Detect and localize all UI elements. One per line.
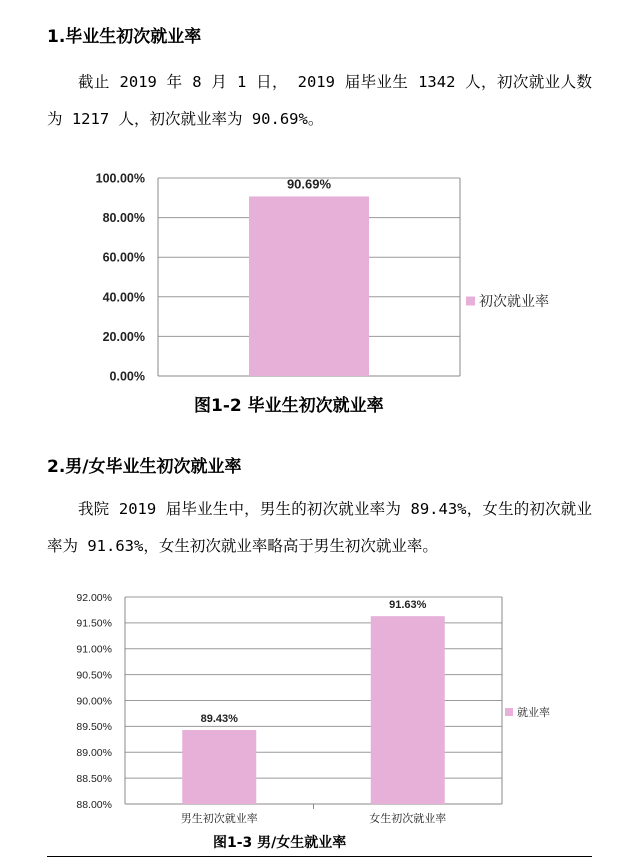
chart-1-y-tick-label: 0.00%	[109, 369, 145, 384]
chart-2-bar	[182, 730, 256, 804]
chart-2-y-tick-label: 88.50%	[76, 772, 112, 785]
chart-1-y-tick-label: 80.00%	[102, 211, 145, 226]
chart-1-caption: 图1-2 毕业生初次就业率	[194, 396, 384, 416]
chart-1-legend-label: 初次就业率	[479, 293, 549, 310]
chart-2-y-tick-label: 91.00%	[76, 643, 112, 656]
chart-2-category-label: 女生初次就业率	[369, 813, 447, 825]
page-bottom-rule	[47, 856, 592, 857]
chart-2-y-tick-label: 89.00%	[76, 747, 112, 760]
chart-2-y-tick-label: 92.00%	[76, 591, 112, 604]
chart-2-caption: 图1-3 男/女生就业率	[213, 835, 347, 851]
chart-1-data-label: 90.69%	[286, 176, 332, 192]
chart-2-category-label: 男生初次就业率	[180, 813, 258, 825]
chart-2-bar	[371, 616, 445, 804]
chart-1-y-tick-label: 20.00%	[102, 329, 145, 344]
section-2-paragraph: 我院 2019 届毕业生中，男生的初次就业率为 89.43%，女生的初次就业率为 91.63%，女生初次就业率略高于男生初次就业率。	[47, 500, 592, 555]
chart-1-y-tick-label: 60.00%	[102, 250, 145, 265]
section-1-paragraph: 截止 2019 年 8 月 1 日， 2019 届毕业生 1342 人，初次就业人数为 1217 人，初次就业率为 90.69%。	[47, 73, 592, 128]
chart-2-legend-swatch	[505, 708, 513, 716]
section-1-heading: 1.毕业生初次就业率	[47, 27, 202, 47]
chart-2-data-label: 91.63%	[389, 599, 427, 612]
chart-2-y-tick-label: 90.50%	[76, 669, 112, 682]
chart-2-y-tick-label: 90.00%	[76, 695, 112, 708]
chart-2-y-tick-label: 88.00%	[76, 798, 112, 811]
chart-2-y-tick-label: 91.50%	[76, 617, 112, 630]
chart-2-data-label: 89.43%	[200, 712, 238, 725]
chart-2-y-tick-label: 89.50%	[76, 721, 112, 734]
section-2-heading: 2.男/女毕业生初次就业率	[47, 457, 242, 477]
chart-1-bar	[249, 196, 369, 376]
chart-1-y-tick-label: 40.00%	[102, 290, 145, 305]
chart-2-legend-label: 就业率	[517, 706, 550, 719]
chart-1-y-tick-label: 100.00%	[95, 171, 145, 186]
chart-1-legend-swatch	[466, 297, 475, 306]
